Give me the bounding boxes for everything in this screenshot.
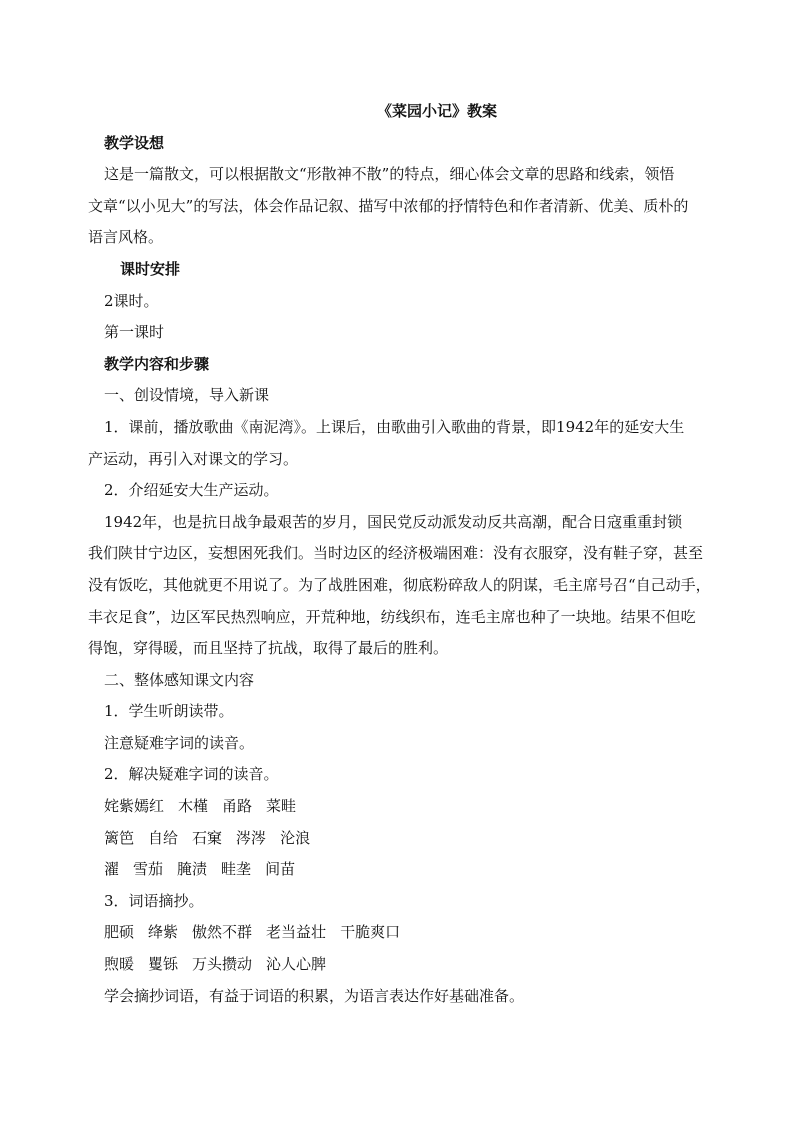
pron-word: 自给 <box>148 828 179 847</box>
document-page <box>88 96 720 1012</box>
word-row-2 <box>104 949 720 981</box>
excerpt-word: 矍铄 <box>148 955 179 974</box>
pron-word: 腌渍 <box>177 860 208 879</box>
pron-word: 雪茄 <box>133 860 164 879</box>
pron-word: 石窠 <box>192 828 223 847</box>
part2-heading: 二、整体感知课文内容 <box>104 670 255 689</box>
heading-schedule: 课时安排 <box>120 259 181 278</box>
pron-word: 菜畦 <box>266 797 297 816</box>
pron-word: 间苗 <box>265 860 296 879</box>
pron-row-2 <box>104 823 720 855</box>
step-excerpt: 3．词语摘抄。 <box>104 891 204 910</box>
history-line-4: 丰衣足食”，边区军民热烈响应，开荒种地，纺线织布，连毛主席也种了一块地。结果不但吃 <box>88 607 696 626</box>
excerpt-word: 煦暖 <box>104 955 135 974</box>
schedule-text: 2课时。 <box>104 291 159 310</box>
history-line-2: 我们陕甘宁边区，妄想困死我们。当时边区的经济极端困难：没有衣服穿，没有鞋子穿，甚至 <box>88 544 704 563</box>
design-line-3: 语言风格。 <box>88 228 164 247</box>
pron-word: 濯 <box>104 860 120 879</box>
step1-line-1: 1．课前，播放歌曲《南泥湾》。上课后，由歌曲引入歌曲的背景，即1942年的延安大生 <box>104 417 685 436</box>
history-line-3: 没有饭吃，其他就更不用说了。为了战胜困难，彻底粉碎敌人的阴谋，毛主席号召“自己动手， <box>88 575 711 594</box>
pron-row-1 <box>104 791 720 823</box>
pron-word: 畦垄 <box>221 860 252 879</box>
step2-heading: 2．介绍延安大生产运动。 <box>104 481 279 500</box>
pron-word: 涔涔 <box>236 828 267 847</box>
conclusion-text: 学会摘抄词语，有益于词语的积累，为语言表达作好基础准备。 <box>104 986 525 1005</box>
excerpt-word: 老当益壮 <box>266 923 327 942</box>
step-pronunciation: 2．解决疑难字词的读音。 <box>104 765 279 784</box>
step1-line-2: 产运动，再引入对课文的学习。 <box>88 449 299 468</box>
design-line-1: 这是一篇散文，可以根据散文“形散神不散”的特点，细心体会文章的思路和线索，领悟 <box>104 165 675 184</box>
pron-word: 木槿 <box>178 797 209 816</box>
word-row-1 <box>104 917 720 949</box>
pron-word: 甬路 <box>222 797 253 816</box>
part1-heading: 一、创设情境，导入新课 <box>104 386 270 405</box>
excerpt-word: 干脆爽口 <box>340 923 401 942</box>
first-lesson: 第一课时 <box>104 323 165 342</box>
history-line-1: 1942年，也是抗日战争最艰苦的岁月，国民党反动派发动反共高潮，配合日寇重重封锁 <box>104 512 683 531</box>
excerpt-word: 肥硕 <box>104 923 135 942</box>
excerpt-word: 万头攒动 <box>192 955 253 974</box>
document-title: 《菜园小记》教案 <box>376 102 497 120</box>
heading-teaching-design: 教学设想 <box>104 133 165 152</box>
step-listen: 1．学生听朗读带。 <box>104 702 234 721</box>
pron-word: 姹紫嫣红 <box>104 797 165 816</box>
step-listen-note: 注意疑难字词的读音。 <box>104 733 255 752</box>
pron-row-3 <box>104 854 720 886</box>
excerpt-word: 沁人心脾 <box>266 955 327 974</box>
pron-word: 沦浪 <box>280 828 311 847</box>
excerpt-word: 绛紫 <box>148 923 179 942</box>
history-line-5: 得饱，穿得暖，而且坚持了抗战，取得了最后的胜利。 <box>88 639 449 658</box>
excerpt-word: 傲然不群 <box>192 923 253 942</box>
design-line-2: 文章“以小见大”的写法，体会作品记叙、描写中浓郁的抒情特色和作者清新、优美、质朴的 <box>88 196 689 215</box>
heading-steps: 教学内容和步骤 <box>104 354 210 373</box>
pron-word: 篱笆 <box>104 828 135 847</box>
